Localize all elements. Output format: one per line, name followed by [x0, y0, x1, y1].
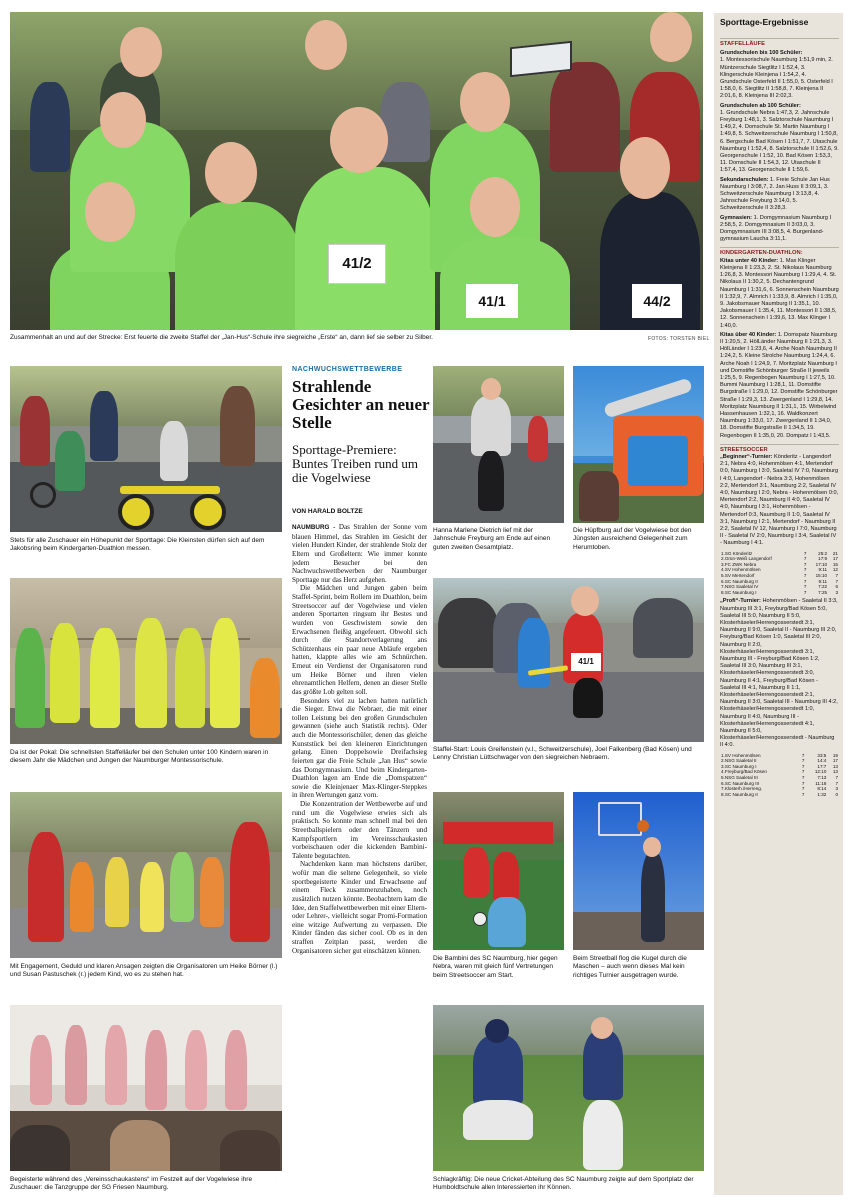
team-cell: 7.Klosterh./Herreng. — [721, 786, 763, 792]
article-paragraph: Die Konzentration der Wettbewerbe auf und rund um die Vogelwiese erwies sich als praktisch. So konnte man schnell mal bei den Streetballspielern oder den Tänzern und Kampfsportlern im Vereinsschaukasten vorbeischauen oder die kickenden Bambini-Talente begutachten. — [292, 800, 427, 860]
photo-organizers-kids — [10, 792, 282, 958]
stat-cell: 7 — [835, 780, 838, 786]
article-author: VON HARALD BOLTZE — [292, 508, 363, 515]
stat-cell: 7 — [801, 786, 805, 792]
stat-cell: 12:10 — [814, 769, 827, 775]
photo-caption: Schlagkräftig: Die neue Cricket-Abteilung des SC Naumburg zeigte auf dem Sportplatz der Humboldtschule allen Interessierten ihr Können. — [433, 1176, 694, 1192]
stat-cell: 19 — [832, 752, 838, 758]
subsection-heading: Grundschulen bis 100 Schüler: — [720, 50, 803, 57]
bib-number: 41/1 — [466, 284, 518, 318]
stat-cell: 7 — [803, 550, 807, 556]
stat-cell: 3 — [835, 589, 838, 595]
stat-cell: 7 — [801, 758, 805, 764]
stat-cell: 12 — [832, 567, 838, 573]
photo-caption: Mit Engagement, Geduld und klaren Ansagen zeigten die Organisatoren um Heike Börner (l.) und Susan Pastuschek (r.) jedem Kind, wo es zu stehen hat. — [10, 963, 278, 979]
results-text: 1. Grundschule Nebra 1:47,3, 2. Jahnschule Freyburg 1:48,1, 3. Salztorschule Naumburg I 1:49,2, 4. Domschule St. Martin Naumburg I 1:49,8, 5. Schweitzerschule Naumburg I 1:50,8, 6. Bergschule Bad Kösen I 1:51,7, 7. Utaschule Naumburg I 1:52,4, 8. Salztorschule II 1:52,6, 9. Georgenschule I 1:52, 10. Bad Kösen 1:53,3, 11. Domschule II 1:54,3, 12. Utaschule II 1:57,4, 13. Georgenschule II 1:59,6. — [720, 109, 839, 174]
table-row — [720, 792, 839, 798]
photo-caption: Hanna Marlene Dietrich lief mit der Jahnschule Freyburg am Ende auf einen guten zweiten Gesamtplatz. — [433, 527, 551, 551]
stat-cell: 13 — [832, 763, 838, 769]
results-text: Kitas über 40 Kinder: 1. Domspatz Naumburg II 1:20,5, 2. HölLänder Naumburg II 1:21,3, 3. HölLänder I 1:23,6, 4. Arche Noah Naumburg II 1:24,2, 5. Kleine Strolche Naumburg 1:24,4, 6. Arche Noah I 1:24,9, 7. Moritzplatz Naumburg I und Domstifte Schönburger Straße II jeweils 1:25,5, 9. Regenbogen Naumburg I 1:27,5, 10. Bummi Naumburg I 1:28,1, 11. Domstifte Burgstraße I 1:29,0, 12. Domstifte Schönburger Straße I 1:29,3, 13. Zwergenland I 1:29,8, 14. Moritzplatz Naumburg II 1:31,1, 15. Wirbelwind Hassenhausen 1:32,1, 16. Waldkonzert Naumburg 1:33,0, 17. Zwergenland II 1:34,0, 18. Domstifte Burgstraße II 1:34,5, 19. Regenbogen II 1:35,0, 20. Dompatz I 1:43,5. — [720, 331, 838, 439]
stat-cell: 17:10 — [815, 561, 828, 567]
results-text: „Profi“-Turnier: Hohenmölsen - Saaletal II 3:3, Naumburg III 3:1, Freyburg/Bad Kösen 5:0, Saaletal III 5:0, Naumburg II 5:0, Klosterhäseler/Herrengosserstedt 3:1, Naumburg II 9:0, Saaletal II - Naumburg III 2:0, Freyburg/Bad Kösen 1:0, Saaletal III 2:0, Naumburg II 2:0, Klosterhäseler/Herrengosserstedt 3:1, Naumburg III - Freyburg/Bad Kösen 1:2, Saaletal III 3:0, Naumburg III 3:1, Klosterhäseler/Herrengosserstedt 3:0, Naumburg II 4:1, Freyburg/Bad Kösen - Saaletal III 4:1, Naumburg II 1:1, Klosterhäseler/Herrengosserstedt 2:1, Naumburg II 3:0, Saaletal III - Naumburg III 4:2, Klosterhäseler/Herrengosserstedt 1:0, Naumburg II 4:0, Naumburg III - Klosterhäseler/Herrengosserstedt 4:1, Naumburg II 5:0, Klosterhäseler/Herrengosserstedt - Naumburg II 4:0. — [720, 598, 838, 749]
soccer-ball — [473, 912, 487, 926]
article-dateline: NAUMBURG — [292, 524, 330, 531]
photo-caption: Die Hüpfburg auf der Vogelwiese bot den Jüngsten ausreichend Gelegenheit zum Herumtoben. — [573, 527, 692, 551]
stat-cell: 7 — [803, 561, 807, 567]
stat-cell: 15:10 — [815, 572, 828, 578]
photo-caption: Beim Streetball flog die Kugel durch die Maschen – auch wenn dieses Mal kein richtiges Turnier ausgetragen wurde. — [573, 955, 687, 979]
article-paragraph: Nachdenken kann man höchstens darüber, wofür man die seltene Gelegenheit, so viele sportbegeisterte Kinder und Erwachsene auf einem Fleck zusammenzuhaben, noch zusätzlich nutzen könnte. Beobachtern kam die Idee, den Staffelwettbewerben mit einer Eltern- oder Lehrer-, vielleicht sogar Promi-Formation eine witzige Aufwertung zu verpassen. Die Kinder fänden das sicher cool. Ob es in den straffen Zeitplan passt, werden die Organisatoren sicher gut einschätzen können. — [292, 860, 427, 955]
team-cell: 6.SC Naumburg III — [721, 780, 760, 786]
stat-cell: 3 — [835, 786, 838, 792]
results-text: Gymnasien: 1. Domgymnasium Naumburg I 2:58,5, 2. Domgymnasium II 3:03,0, 3. Domgymnasium III 3:08,5, 4. Burgenland-gymnasium Laucha 3:11,1. — [720, 214, 831, 243]
team-cell: 5.NSG Saaletal III — [721, 775, 758, 780]
section-heading: KINDERGARTEN-DUATHLON: — [720, 247, 839, 257]
sidebar-title: Sporttage-Ergebnisse — [720, 17, 809, 27]
team-cell: 4.SV Hohenmölsen — [721, 567, 761, 573]
stat-cell: 25:2 — [818, 550, 828, 556]
stat-cell: 11:18 — [815, 780, 827, 786]
photo-cricket — [433, 1005, 704, 1171]
stat-cell: 7:13 — [817, 775, 827, 780]
results-text: Kitas unter 40 Kinder: 1. Max Klinger Kleinjena II 1:23,3, 2. St. Nikolaus Naumburg 1:26,8, 3. Montessori Naumburg I 1:29,4, 4. St. Nikolaus II 1:30,2, 5. Dechantengrund Naumburg I 1:31,6, 6. Sonnenschein Naumburg II 1:32,9, 7. Almrich I 1:33,9, 8. Almrich I 1:35,0, 9. Jakobsmauer Naumburg II 1:35,1, 10. Jakobsmauer I 1:35,4, 11. Montessori II 1:38,5, 12. Sonnenschein I 1:39,6, 13. Max Klinger I 1:40,0. — [720, 257, 839, 329]
team-cell: 8.SC Naumburg I — [721, 589, 757, 595]
photo-caption: Staffel-Start: Louis Greifenstein (v.l., Schweitzerschule), Joel Falkenberg (Bad Kösen) und Lenny Christian Lüttschwager von den siegreichen Nebraern. — [433, 746, 692, 762]
results-text: Sekundarschulen: 1. Freie Schule Jan Hus Naumburg I 3:08,7, 2. Jan Huss II 3:09,1, 3. Schweitzerschule Naumburg I 3:13,8, 4. Jahnschule Freyburg 3:14,0, 5. Schweitzerschule II 3:28,3. — [720, 176, 830, 212]
bike-wheel — [190, 494, 226, 530]
stat-cell: 7 — [801, 780, 805, 786]
stat-cell: 17 — [832, 556, 838, 562]
team-cell: 5.SV Mertendorf — [721, 572, 755, 578]
photo-relay-runners — [10, 12, 703, 330]
photo-caption: Da ist der Pokal: Die schnellsten Staffelläufer bei den Schulen unter 100 Kindern waren in diesem Jahr die Mädchen und Jungen der Naumburger Montessorischule. — [10, 749, 269, 765]
photo-streetball — [573, 792, 704, 950]
team-cell: 3.FC ZWK Nebra — [721, 561, 757, 567]
team-cell: 8.SC Naumburg II — [721, 791, 758, 797]
bib-number: 41/2 — [328, 244, 386, 284]
bike-wheel — [118, 494, 154, 530]
bike-wheel — [30, 482, 56, 508]
article-subhead: Sporttage-Premiere: Buntes Treiben rund um die Vogelwiese — [292, 442, 419, 485]
photo-relay-start — [433, 578, 704, 742]
photo-kids-on-bikes — [10, 366, 282, 532]
stat-cell: 7:22 — [818, 584, 828, 590]
article-paragraph: Die Mädchen und Jungen gaben beim Staffel-Sprint, beim Rollern im Duathlon, beim Streetsoccer auf der Vogelwiese und vielen anderen Sportarten ringsum ihr Bestes und wurden von Geschwistern sowie den Erwachsenen fleißig angefeuert. Obwohl sich durch die Standortverlagerung ans Schützenhaus ein paar neue Abläufe ergeben hatten, klappte alles wie am Schnürchen. Erneut ein Verdienst der Organisatoren rund um Heike Börner und ihren vielen ehrenamtlichen Helfern, denen an dieser Stelle das größte Lob gelten soll. — [292, 584, 427, 696]
balance-bike — [120, 486, 220, 494]
stat-cell: 7 — [801, 775, 805, 780]
stat-cell: 33:5 — [817, 752, 827, 758]
results-text: „Beginner“-Turnier: Könderitz - Langendorf 2:1, Nebra 4:0, Hohenmölsen 4:1, Mertendorf 0:0, Naumburg I 3:0, Saaletal IV 7:0, Naumburg I 4:0, Langendorf - Nebra 3:3, Hohenmölsen 2:2, Mertendorf 3:1, Naumburg 2:2, Saaletal IV 4:0, Naumburg I 2:0, Nebra - Hohenmölsen 0:0, Mertendorf 2:2, Naumburg II 4:0, Saaletal IV 4:0, Naumburg I 3:1, Hohenmölsen - Mertendorf 0:3, Naumburg II 1:0, Saaletal IV 3:1, Naumburg I 2:1, Mertendorf - Naumburg II 2:2, Saaletal IV 12, Naumburg I 7:0, Naumburg II - Saaletal IV 2:0, Naumburg I 3:4, Saaletal IV - Naumburg I 4:1. — [720, 453, 839, 547]
stat-cell: 7 — [835, 775, 838, 780]
stat-cell: 7 — [801, 791, 805, 797]
photo-credit: FOTOS: TORSTEN BIEL — [648, 336, 710, 342]
stat-cell: 6 — [835, 584, 838, 590]
stat-cell: 9:11 — [818, 567, 828, 573]
team-cell: 2.NSG Saaletal II — [721, 758, 757, 764]
photo-bouncy-castle — [573, 366, 704, 523]
stat-cell: 13 — [832, 769, 838, 775]
stat-cell: 7 — [801, 752, 805, 758]
stat-cell: 7 — [803, 584, 807, 590]
stat-cell: 8:14 — [817, 786, 827, 792]
team-cell: 1.SG Könderitz — [721, 550, 753, 556]
team-cell: 6.SC Naumburg II — [721, 578, 758, 584]
stat-cell: 7 — [801, 769, 805, 775]
stat-cell: 7 — [803, 578, 807, 584]
stat-cell: 21 — [832, 550, 838, 556]
subsection-heading: Grundschulen ab 100 Schüler: — [720, 102, 801, 109]
table-row — [720, 590, 839, 596]
stat-cell: 17:7 — [817, 763, 827, 769]
stat-cell: 7 — [803, 572, 807, 578]
article-kicker: NACHWUCHSWETTBEWERBE — [292, 366, 403, 373]
standings-table — [720, 753, 839, 798]
stat-cell: 17:9 — [818, 556, 828, 562]
photo-caption: Begeisterte während des „Vereinsschaukastens“ im Festzelt auf der Vogelwiese ihre Zuschauer: die Tanzgruppe der SG Friesen Naumburg. — [10, 1176, 253, 1192]
stat-cell: 7 — [803, 567, 807, 573]
team-cell: 2.Grün-Weiß Langendorf — [721, 556, 772, 562]
stat-cell: 7 — [803, 589, 807, 595]
section-heading: STREETSOCCER — [720, 444, 839, 454]
photo-caption: Stets für alle Zuschauer ein Höhepunkt der Sporttage: Die Kleinsten dürfen sich auf dem Jakobsring beim Kindergarten-Duathlon messen. — [10, 537, 265, 553]
photo-bambini-soccer — [433, 792, 564, 950]
stat-cell: 17 — [832, 758, 838, 764]
results-sidebar — [714, 13, 843, 1195]
bib-number: 41/1 — [571, 653, 601, 671]
stat-cell: 7 — [835, 572, 838, 578]
article-paragraph: NAUMBURG - Das Strahlen der Sonne vom blauen Himmel, das Strahlen im Gesicht der vielen Hundert Kinder, der strahlende Stolz der Eltern und Großeltern: Wie immer konnte jedem Besucher bei den Nachwuchswettbewerben der Naumburger Sporttage nur das Herz aufgehen. — [292, 523, 427, 584]
article-headline: Strahlende Gesichter an neuer Stelle — [292, 377, 430, 432]
stat-cell: 7 — [835, 578, 838, 584]
team-cell: 1.SV Hohenmölsen — [721, 752, 761, 758]
stat-cell: 7 — [801, 763, 805, 769]
photo-caption: Die Bambini des SC Naumburg, hier gegen Nebra, waren mit gleich fünf Vertretungen beim Streetsoccer am Start. — [433, 955, 558, 979]
stat-cell: 9:11 — [818, 578, 828, 584]
stat-cell: 1:32 — [817, 791, 827, 797]
stat-cell: 0 — [835, 791, 838, 797]
photo-dance-group — [10, 1005, 282, 1171]
team-cell: 3.SC Naumburg I — [721, 763, 757, 769]
article-body — [292, 523, 427, 1193]
bib-number: 44/2 — [632, 284, 682, 318]
section-heading: STAFFELLÄUFE — [720, 38, 839, 48]
photo-runner-hanna — [433, 366, 564, 523]
stat-cell: 15 — [832, 561, 838, 567]
stat-cell: 14:4 — [817, 758, 827, 764]
stat-cell: 7 — [803, 556, 807, 562]
standings-table — [720, 551, 839, 596]
team-cell: 7.NSG Saaletal IV — [721, 584, 759, 590]
article-paragraph: Besonders viel zu lachen hatten natürlich die Sieger. Etwa die Nebraer, die mit einer tollen Leistung bei den großen Grundschulen gewannen (siehe auch Statistik rechts). Oder auch die Montessorischüler, denen das gleiche Kunststück bei den kleineren Einrichtungen gelang. Einen Doppelsowie Dreifachsieg feierten gar die Freie Schule „Jan Hus“ sowie das Domgymnasium. Und beim Kindergarten-Duathlon lagen am Ende die „Domspatzen“ sowie die Kleinjenaer Max-Klinger-Steppkes in ihren Wertungen ganz vorn. — [292, 696, 427, 800]
results-text: 1. Montessorischule Naumburg 1:51,9 min, 2. Müntzerschule Siegtlitz I 1:52,4, 3. Klingerschule Kleinjena I 1:54,2, 4. Grundschule Osterfeld II 1:55,0, 5. Osterfeld I 1:58,0, 6. Siegtlitz II 1:58,8, 7. Kleinjena II 2:01,6, 8. Kleinjena III 2:02,3. — [720, 57, 833, 100]
photo-caption: Zusammenhalt an und auf der Strecke: Erst feuerte die zweite Staffel der „Jan-Hus“-Schule ihre siegreiche „Erste“ an, dann lief sie selber zu Silber. — [10, 334, 433, 341]
team-cell: 4.Freyburg/Bad Kösen — [721, 769, 767, 775]
stat-cell: 7:25 — [818, 589, 828, 595]
photo-trophy-group — [10, 578, 282, 744]
